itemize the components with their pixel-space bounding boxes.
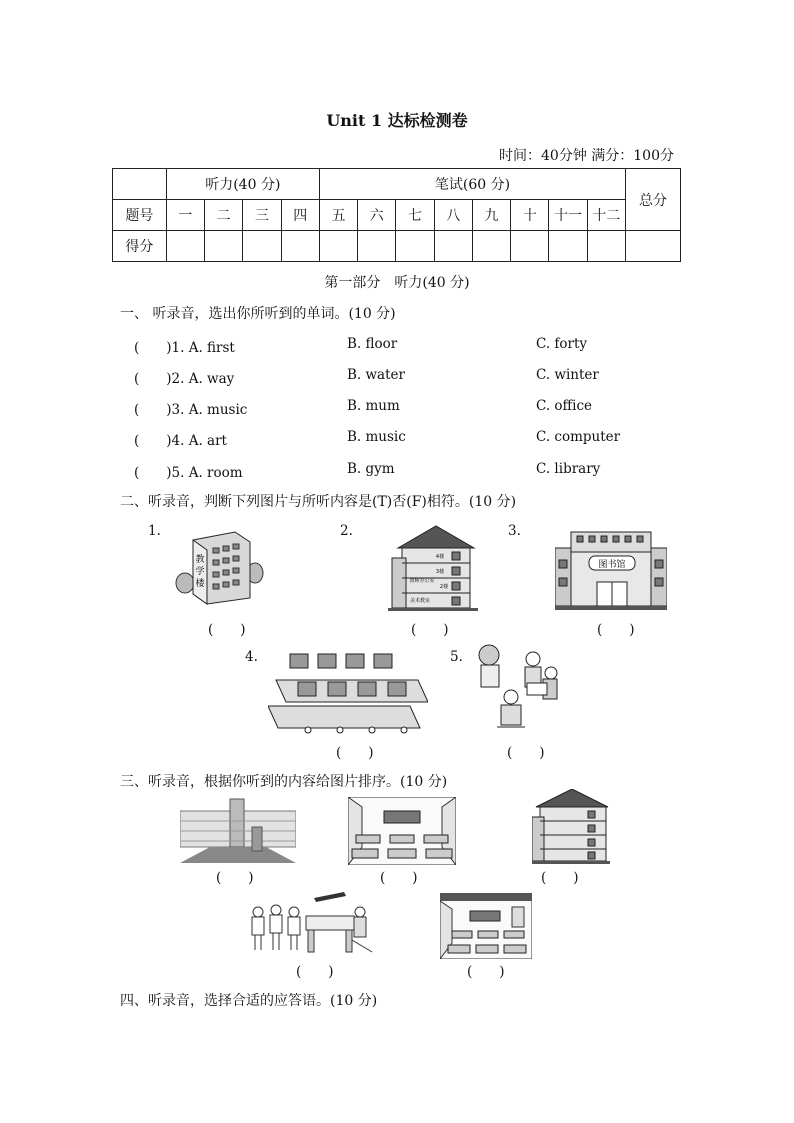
score-cell[interactable] — [166, 231, 204, 262]
score-cell[interactable] — [319, 231, 357, 262]
q5-option-c[interactable]: C. library — [536, 461, 601, 477]
q5-option-b[interactable]: B. gym — [347, 461, 395, 477]
q2-option-b[interactable]: B. water — [347, 367, 405, 383]
img2-label: 3楼 — [435, 569, 445, 575]
s2-answer-4[interactable]: ( ) — [336, 745, 374, 761]
img2-label: 美术教室 — [409, 598, 431, 604]
score-cell[interactable] — [434, 231, 472, 262]
question-number: 七 — [396, 200, 434, 231]
score-table-corner — [113, 169, 167, 200]
img3-sign: 图书馆 — [598, 560, 626, 570]
q3-option-b[interactable]: B. mum — [347, 398, 400, 414]
score-cell[interactable] — [549, 231, 587, 262]
score-cell[interactable] — [587, 231, 625, 262]
s2-label-2: 2. — [340, 523, 353, 539]
q4-option-b[interactable]: B. music — [347, 429, 406, 445]
s2-answer-5[interactable]: ( ) — [507, 745, 545, 761]
floors-building-image — [388, 524, 478, 612]
kids-reading-image — [475, 643, 567, 735]
question-number: 三 — [243, 200, 281, 231]
q2-option-c[interactable]: C. winter — [536, 367, 599, 383]
total-header: 总分 — [626, 169, 681, 231]
listening-header: 听力(40 分) — [166, 169, 319, 200]
writing-header: 笔试(60 分) — [319, 169, 625, 200]
s2-answer-1[interactable]: ( ) — [208, 622, 246, 638]
img1-char: 学 — [195, 567, 205, 577]
q1-option-b[interactable]: B. floor — [347, 336, 398, 352]
img2-label: 教师办公室 — [409, 578, 435, 584]
question-number: 八 — [434, 200, 472, 231]
part1-title: 第一部分 听力(40 分) — [324, 275, 470, 291]
question-number: 六 — [358, 200, 396, 231]
score-cell[interactable] — [205, 231, 243, 262]
row-label-number: 题号 — [113, 200, 167, 231]
score-cell[interactable] — [281, 231, 319, 262]
time-info: 时间：40分钟 满分：100分 — [499, 148, 674, 164]
q3-option-c[interactable]: C. office — [536, 398, 593, 414]
s3-answer-2[interactable]: ( ) — [380, 870, 418, 886]
q4-option-a[interactable]: ( )4. A. art — [134, 433, 227, 449]
row-label-score: 得分 — [113, 231, 167, 262]
question-number: 二 — [205, 200, 243, 231]
section1-title: 一、 听录音，选出你所听到的单词。(10 分) — [120, 306, 396, 322]
score-cell[interactable] — [472, 231, 510, 262]
library-image — [555, 530, 667, 612]
q1-option-c[interactable]: C. forty — [536, 336, 588, 352]
score-cell[interactable] — [511, 231, 549, 262]
s3-answer-3[interactable]: ( ) — [541, 870, 579, 886]
teaching-building-image — [175, 528, 265, 608]
score-cell[interactable] — [358, 231, 396, 262]
classroom-image — [348, 797, 456, 865]
q2-option-a[interactable]: ( )2. A. way — [134, 371, 235, 387]
section2-title: 二、听录音，判断下列图片与所听内容是(T)否(F)相符。(10 分) — [120, 494, 517, 510]
question-number: 五 — [319, 200, 357, 231]
s3-answer-1[interactable]: ( ) — [216, 870, 254, 886]
score-cell[interactable] — [396, 231, 434, 262]
total-score-cell[interactable] — [626, 231, 681, 262]
building-image — [532, 789, 610, 865]
page-title: Unit 1 达标检测卷 — [326, 111, 468, 130]
s2-label-5: 5. — [450, 649, 463, 665]
score-cell[interactable] — [243, 231, 281, 262]
s2-label-3: 3. — [508, 523, 521, 539]
question-number: 四 — [281, 200, 319, 231]
section3-title: 三、听录音，根据你听到的内容给图片排序。(10 分) — [120, 774, 448, 790]
img2-label: 2楼 — [439, 584, 449, 590]
s3-answer-4[interactable]: ( ) — [296, 964, 334, 980]
computer-room-image — [268, 650, 428, 734]
img1-char: 楼 — [195, 579, 205, 589]
q3-option-a[interactable]: ( )3. A. music — [134, 402, 248, 418]
question-number: 九 — [472, 200, 510, 231]
score-table — [112, 168, 681, 262]
s2-label-1: 1. — [148, 523, 161, 539]
question-number: 一 — [166, 200, 204, 231]
s2-label-4: 4. — [245, 649, 258, 665]
s3-answer-5[interactable]: ( ) — [467, 964, 505, 980]
q5-option-a[interactable]: ( )5. A. room — [134, 465, 243, 481]
music-room-image — [246, 890, 376, 956]
s2-answer-2[interactable]: ( ) — [411, 622, 449, 638]
img2-label: 4楼 — [435, 554, 445, 560]
q4-option-c[interactable]: C. computer — [536, 429, 621, 445]
section4-title: 四、听录音，选择合适的应答语。(10 分) — [120, 993, 378, 1009]
question-number: 十一 — [549, 200, 587, 231]
img1-char: 教 — [195, 555, 205, 565]
question-number: 十 — [511, 200, 549, 231]
school-gate-image — [180, 797, 296, 863]
q1-option-a[interactable]: ( )1. A. first — [134, 340, 235, 356]
question-number: 十二 — [587, 200, 625, 231]
classroom-2-image — [440, 893, 532, 959]
s2-answer-3[interactable]: ( ) — [597, 622, 635, 638]
